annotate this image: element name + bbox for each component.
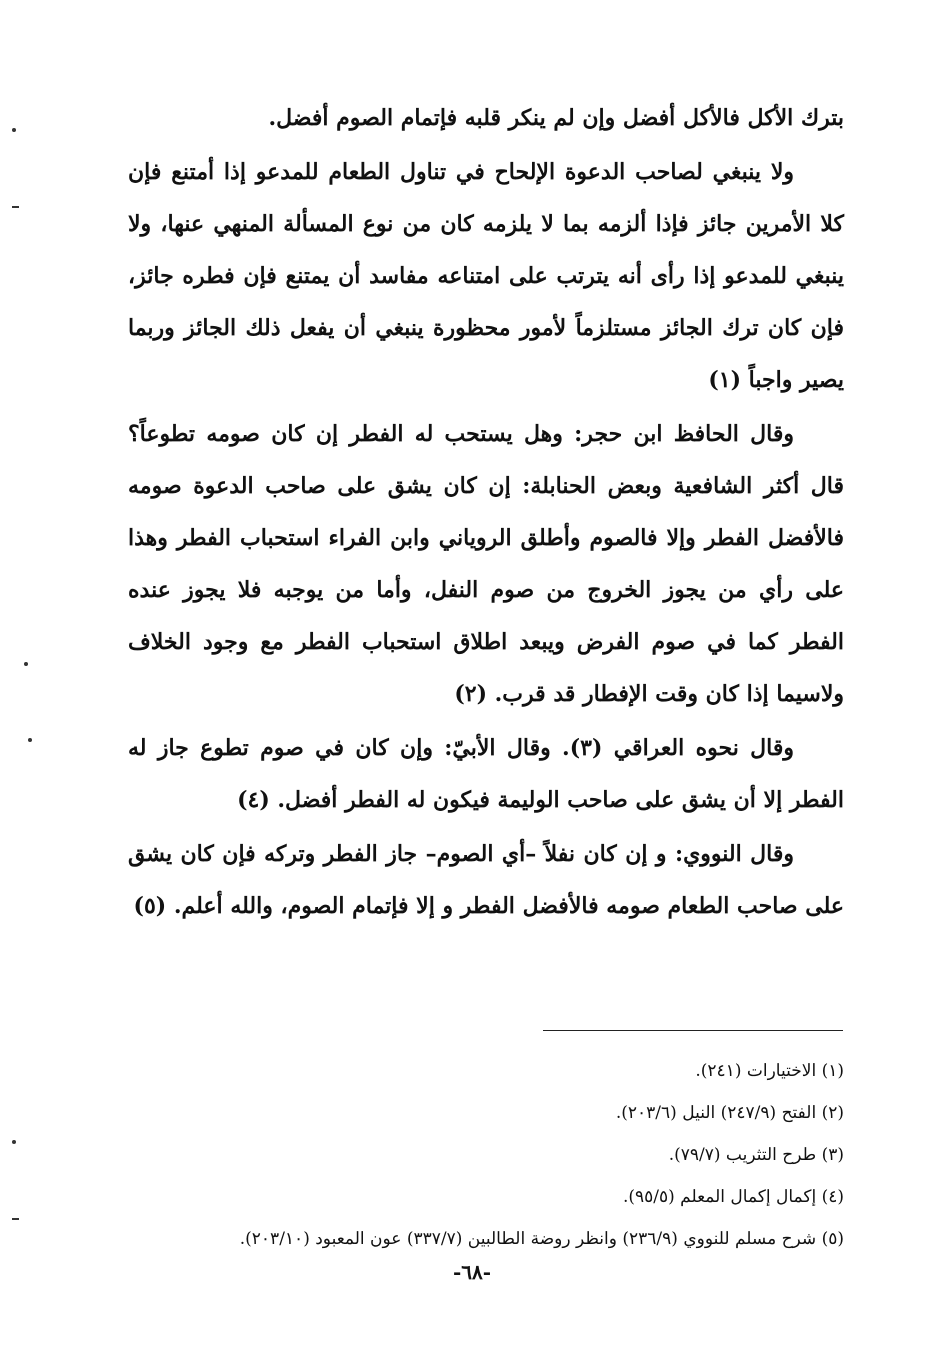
footnote-separator <box>543 1030 843 1031</box>
scan-speck <box>12 206 19 208</box>
main-text <box>128 92 844 932</box>
page-number: -٦٨- <box>452 1260 492 1284</box>
footnote-4: (٤) إكمال إكمال المعلم (٩٥/٥). <box>622 1187 844 1207</box>
footnote-2: (٢) الفتح (٢٤٧/٩) النيل (٢٠٣/٦). <box>615 1103 844 1123</box>
footnotes <box>128 1050 844 1260</box>
scan-speck <box>12 1140 16 1144</box>
scan-speck <box>12 128 16 132</box>
paragraph-1: بترك الأكل فالأكل أفضل وإن لم ينكر قلبه فإتمام الصوم أفضل. <box>268 105 844 131</box>
scan-speck <box>28 738 32 742</box>
scan-speck <box>24 662 28 666</box>
paragraph-2: ولا ينبغي لصاحب الدعوة الإلحاح في تناول الطعام للمدعو إذا أمتنع فإن كلا الأمرين جائز فإذا ألزمه بما لا يلزمه كان من نوع المسألة المنهي عنها، ولا ينبغي للمدعو إذا رأى أنه يترتب على امتناعه مفاسد أن يمتنع فإن فطره جائز، فإن كان ترك الجائز مستلزماً لأمور محظورة ينبغي أن يفعل ذلك الجائز وربما يصير واجباً (١) <box>128 159 844 393</box>
footnote-5: (٥) شرح مسلم للنووي (٢٣٦/٩) وانظر روضة الطالبين (٣٣٧/٧) عون المعبود (٢٠٣/١٠). <box>239 1229 844 1249</box>
scan-speck <box>12 1218 19 1220</box>
paragraph-5: وقال النووي: و إن كان نفلاً –أي الصوم– جاز الفطر وتركه فإن كان يشق على صاحب الطعام صومه فالأفضل الفطر و إلا فإتمام الصوم، والله أعلم. (٥) <box>128 841 844 919</box>
paragraph-3: وقال الحافظ ابن حجر: وهل يستحب له الفطر إن كان صومه تطوعاً؟ قال أكثر الشافعية وبعض الحنابلة: إن كان يشق على صاحب الدعوة صومه فالأفضل الفطر وإلا فالصوم وأطلق الروياني وابن الفراء استحباب الفطر وهذا على رأي من يجوز الخروج من صوم النفل، وأما من يوجبه فلا يجوز عنده الفطر كما في صوم الفرض ويبعد اطلاق استحباب الفطر مع وجود الخلاف ولاسيما إذا كان وقت الإفطار قد قرب. (٢) <box>128 421 844 707</box>
footnote-1: (١) الاختيارات (٢٤١). <box>695 1061 844 1081</box>
paragraph-4: وقال نحوه العراقي (٣). وقال الأبيّ: وإن كان في صوم تطوع جاز له الفطر إلا أن يشق على صاحب الوليمة فيكون له الفطر أفضل. (٤) <box>128 735 844 813</box>
footnote-3: (٣) طرح التثريب (٧٩/٧). <box>668 1145 844 1165</box>
